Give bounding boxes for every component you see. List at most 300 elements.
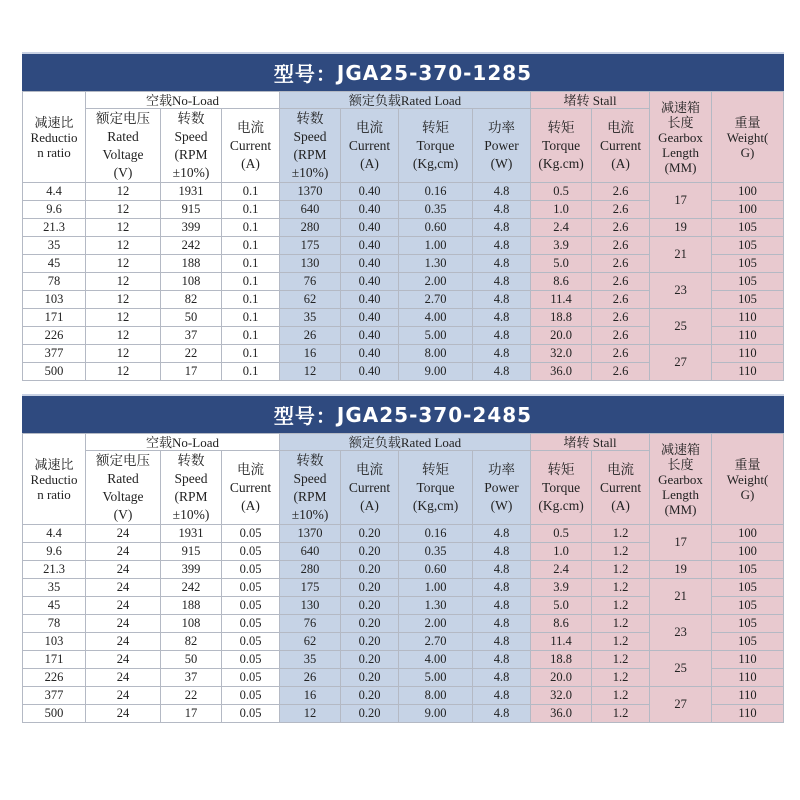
cell-stall-torque: 18.8 [531,651,592,669]
cell-no-load-current: 0.05 [222,525,280,543]
cell-reduction-ratio: 4.4 [23,183,86,201]
header-power [473,109,531,183]
cell-no-load-speed: 108 [161,273,222,291]
cell-stall-current: 1.2 [592,543,650,561]
cell-reduction-ratio: 377 [23,345,86,363]
cell-no-load-speed: 399 [161,561,222,579]
header-line: Reductio [30,129,78,145]
cell-rated-torque: 1.00 [399,579,473,597]
header-line: ±10%) [172,506,210,522]
cell-no-load-current: 0.1 [222,309,280,327]
cell-rated-voltage: 12 [86,183,161,201]
header-line: 转矩 [547,119,575,135]
cell-stall-current: 2.6 [592,201,650,219]
cell-stall-torque: 2.4 [531,561,592,579]
cell-reduction-ratio: 226 [23,669,86,687]
cell-rated-speed: 16 [280,687,341,705]
header-line: Weight( [726,129,769,145]
cell-rated-current: 0.40 [341,201,399,219]
cell-reduction-ratio: 4.4 [23,525,86,543]
cell-no-load-current: 0.05 [222,633,280,651]
cell-no-load-current: 0.05 [222,705,280,723]
header-current-rl [341,109,399,183]
header-current-rl [341,451,399,525]
model-prefix: 型号： [273,62,337,86]
cell-no-load-speed: 82 [161,291,222,309]
cell-weight: 105 [712,219,784,237]
cell-rated-voltage: 24 [86,561,161,579]
header-line: Power [484,137,519,153]
header-torque-rl [399,109,473,183]
cell-rated-voltage: 24 [86,651,161,669]
cell-rated-torque: 0.35 [399,543,473,561]
cell-stall-current: 1.2 [592,651,650,669]
header-line: 长度 [667,456,694,472]
cell-reduction-ratio: 226 [23,327,86,345]
header-rated-load: 额定负载Rated Load [280,434,531,451]
cell-rated-current: 0.40 [341,291,399,309]
cell-weight: 110 [712,363,784,381]
cell-rated-torque: 1.00 [399,237,473,255]
spec-table [22,433,784,723]
cell-rated-current: 0.20 [341,633,399,651]
cell-rated-torque: 2.00 [399,273,473,291]
header-line: Current [229,479,272,495]
cell-rated-power: 4.8 [473,525,531,543]
cell-rated-torque: 5.00 [399,669,473,687]
header-current-st [592,451,650,525]
cell-weight: 110 [712,327,784,345]
cell-no-load-current: 0.05 [222,579,280,597]
cell-rated-speed: 130 [280,255,341,273]
cell-no-load-speed: 22 [161,345,222,363]
header-line: Current [599,137,642,153]
cell-rated-torque: 1.30 [399,255,473,273]
cell-rated-voltage: 12 [86,255,161,273]
cell-rated-power: 4.8 [473,633,531,651]
cell-rated-speed: 62 [280,633,341,651]
cell-no-load-speed: 399 [161,219,222,237]
header-reduction-ratio [23,434,86,525]
cell-rated-voltage: 24 [86,633,161,651]
cell-reduction-ratio: 500 [23,705,86,723]
header-line: Torque [542,479,581,495]
cell-no-load-current: 0.05 [222,615,280,633]
cell-rated-current: 0.20 [341,615,399,633]
cell-rated-torque: 9.00 [399,363,473,381]
cell-rated-current: 0.40 [341,273,399,291]
cell-stall-torque: 5.0 [531,255,592,273]
cell-gearbox-length: 17 [650,525,712,561]
cell-reduction-ratio: 78 [23,615,86,633]
header-line: Weight( [726,471,769,487]
header-line: (RPM [174,488,208,504]
cell-rated-speed: 12 [280,705,341,723]
cell-rated-power: 4.8 [473,669,531,687]
cell-rated-current: 0.20 [341,687,399,705]
header-line: 长度 [667,114,694,130]
cell-rated-power: 4.8 [473,309,531,327]
header-line: ±10%) [291,506,329,522]
header-line: n ratio [37,486,71,502]
cell-stall-current: 1.2 [592,525,650,543]
header-gearbox-length [650,92,712,183]
cell-gearbox-length: 27 [650,345,712,381]
cell-stall-current: 2.6 [592,237,650,255]
cell-rated-voltage: 24 [86,669,161,687]
cell-rated-torque: 0.60 [399,561,473,579]
cell-stall-torque: 3.9 [531,237,592,255]
cell-rated-power: 4.8 [473,615,531,633]
cell-no-load-speed: 50 [161,651,222,669]
cell-stall-torque: 5.0 [531,597,592,615]
cell-rated-torque: 0.35 [399,201,473,219]
header-line: Speed [174,128,208,144]
cell-stall-torque: 0.5 [531,525,592,543]
cell-rated-power: 4.8 [473,687,531,705]
header-line: (W) [490,497,513,513]
header-line: Rated [107,128,139,144]
table-row [23,237,784,255]
cell-no-load-speed: 37 [161,327,222,345]
cell-rated-torque: 4.00 [399,309,473,327]
header-line: Current [348,137,391,153]
header-line: 减速比 [34,456,74,472]
header-line: Gearbox [658,129,703,145]
cell-no-load-current: 0.1 [222,237,280,255]
header-line: Length [662,144,699,160]
cell-stall-torque: 18.8 [531,309,592,327]
cell-no-load-current: 0.1 [222,291,280,309]
cell-weight: 105 [712,255,784,273]
header-line: 减速比 [34,114,74,130]
cell-rated-speed: 280 [280,561,341,579]
cell-stall-torque: 11.4 [531,633,592,651]
cell-reduction-ratio: 103 [23,633,86,651]
header-line: Length [662,486,699,502]
section-gap [22,381,784,394]
cell-rated-voltage: 24 [86,543,161,561]
header-current-nl [222,451,280,525]
cell-no-load-current: 0.1 [222,273,280,291]
model-name: JGA25-370-2485 [336,402,533,427]
table-row [23,345,784,363]
header-line: 转数 [177,452,205,468]
header-torque-st [531,109,592,183]
table-row [23,615,784,633]
cell-gearbox-length: 21 [650,237,712,273]
header-line: 电流 [237,461,264,477]
cell-rated-speed: 76 [280,273,341,291]
cell-rated-power: 4.8 [473,543,531,561]
cell-rated-current: 0.20 [341,705,399,723]
cell-weight: 110 [712,345,784,363]
cell-rated-voltage: 12 [86,237,161,255]
header-line: 功率 [488,119,516,135]
cell-rated-voltage: 24 [86,597,161,615]
cell-rated-power: 4.8 [473,705,531,723]
cell-no-load-speed: 82 [161,633,222,651]
cell-no-load-speed: 22 [161,687,222,705]
header-line: (RPM [174,146,208,162]
cell-rated-voltage: 12 [86,363,161,381]
cell-rated-speed: 175 [280,579,341,597]
cell-rated-voltage: 12 [86,201,161,219]
header-line: (A) [360,155,379,171]
header-reduction-ratio [23,92,86,183]
cell-rated-power: 4.8 [473,597,531,615]
cell-rated-current: 0.40 [341,183,399,201]
cell-rated-speed: 1370 [280,525,341,543]
cell-weight: 110 [712,687,784,705]
header-line: (A) [611,497,630,513]
cell-stall-current: 1.2 [592,669,650,687]
header-line: (MM) [664,159,697,175]
cell-no-load-current: 0.1 [222,183,280,201]
cell-rated-power: 4.8 [473,327,531,345]
cell-weight: 100 [712,201,784,219]
cell-rated-current: 0.40 [341,255,399,273]
cell-no-load-current: 0.05 [222,651,280,669]
header-line: (A) [241,497,260,513]
header-line: 转矩 [422,119,450,135]
table-row [23,219,784,237]
cell-rated-speed: 1370 [280,183,341,201]
header-line: 转矩 [422,461,450,477]
header-stall: 堵转 Stall [531,434,650,451]
cell-rated-power: 4.8 [473,219,531,237]
cell-rated-power: 4.8 [473,651,531,669]
cell-reduction-ratio: 35 [23,579,86,597]
header-line: (Kg.cm) [538,497,584,513]
cell-gearbox-length: 27 [650,687,712,723]
cell-no-load-current: 0.1 [222,363,280,381]
cell-rated-torque: 2.00 [399,615,473,633]
cell-stall-torque: 32.0 [531,687,592,705]
model-prefix: 型号： [273,404,337,428]
header-speed-nl [161,451,222,525]
cell-stall-torque: 3.9 [531,579,592,597]
cell-rated-current: 0.20 [341,543,399,561]
header-line: (A) [611,155,630,171]
table-row [23,525,784,543]
cell-weight: 105 [712,597,784,615]
cell-weight: 110 [712,651,784,669]
header-line: (V) [113,164,133,180]
cell-rated-voltage: 24 [86,615,161,633]
header-line: (Kg,cm) [412,497,459,513]
header-line: (A) [360,497,379,513]
cell-no-load-speed: 1931 [161,183,222,201]
cell-no-load-speed: 915 [161,201,222,219]
spec-sheet [22,52,784,723]
cell-stall-current: 2.6 [592,345,650,363]
cell-rated-current: 0.20 [341,525,399,543]
cell-weight: 110 [712,309,784,327]
header-line: 额定电压 [96,110,150,126]
cell-rated-current: 0.40 [341,345,399,363]
header-current-st [592,109,650,183]
header-line: (Kg,cm) [412,155,459,171]
cell-rated-speed: 35 [280,309,341,327]
table-row [23,651,784,669]
header-line: n ratio [37,144,71,160]
header-line: 减速箱 [661,441,701,457]
cell-no-load-speed: 50 [161,309,222,327]
spec-table-section [22,52,784,381]
cell-rated-voltage: 24 [86,705,161,723]
cell-rated-voltage: 24 [86,579,161,597]
cell-weight: 100 [712,543,784,561]
cell-rated-speed: 76 [280,615,341,633]
cell-reduction-ratio: 21.3 [23,561,86,579]
cell-no-load-speed: 17 [161,363,222,381]
cell-stall-current: 2.6 [592,327,650,345]
cell-gearbox-length: 19 [650,561,712,579]
cell-weight: 105 [712,633,784,651]
header-line: 电流 [607,461,635,477]
cell-rated-speed: 35 [280,651,341,669]
cell-rated-speed: 130 [280,597,341,615]
header-line: (W) [490,155,513,171]
header-line: Current [348,479,391,495]
header-line: 电流 [607,119,635,135]
cell-rated-speed: 16 [280,345,341,363]
cell-reduction-ratio: 377 [23,687,86,705]
cell-rated-current: 0.40 [341,237,399,255]
cell-no-load-speed: 37 [161,669,222,687]
cell-rated-torque: 0.60 [399,219,473,237]
cell-no-load-current: 0.1 [222,219,280,237]
cell-weight: 100 [712,525,784,543]
cell-stall-current: 1.2 [592,687,650,705]
table-row [23,561,784,579]
cell-rated-power: 4.8 [473,183,531,201]
cell-rated-voltage: 12 [86,327,161,345]
cell-no-load-current: 0.1 [222,327,280,345]
header-line: 转数 [296,452,324,468]
header-line: (A) [241,155,260,171]
cell-stall-current: 2.6 [592,183,650,201]
header-line: (RPM [293,146,327,162]
cell-rated-current: 0.40 [341,363,399,381]
cell-weight: 105 [712,291,784,309]
cell-rated-power: 4.8 [473,201,531,219]
cell-rated-current: 0.20 [341,561,399,579]
header-no-load: 空载No-Load [86,92,280,109]
cell-rated-torque: 8.00 [399,687,473,705]
cell-rated-torque: 8.00 [399,345,473,363]
cell-rated-current: 0.40 [341,327,399,345]
cell-rated-speed: 26 [280,327,341,345]
cell-rated-speed: 280 [280,219,341,237]
cell-rated-voltage: 12 [86,309,161,327]
cell-stall-current: 2.6 [592,219,650,237]
header-line: Current [599,479,642,495]
cell-stall-torque: 1.0 [531,201,592,219]
header-speed-nl [161,109,222,183]
cell-rated-current: 0.20 [341,597,399,615]
cell-stall-current: 2.6 [592,273,650,291]
cell-gearbox-length: 19 [650,219,712,237]
cell-rated-current: 0.20 [341,579,399,597]
header-line: 重量 [734,114,761,130]
cell-stall-current: 2.6 [592,255,650,273]
header-line: (RPM [293,488,327,504]
header-stall: 堵转 Stall [531,92,650,109]
cell-gearbox-length: 23 [650,615,712,651]
cell-reduction-ratio: 21.3 [23,219,86,237]
cell-rated-power: 4.8 [473,345,531,363]
cell-rated-power: 4.8 [473,579,531,597]
cell-rated-torque: 0.16 [399,183,473,201]
header-line: 转数 [177,110,205,126]
cell-no-load-current: 0.05 [222,669,280,687]
cell-rated-current: 0.40 [341,309,399,327]
tables-root [22,52,784,723]
cell-reduction-ratio: 171 [23,651,86,669]
cell-gearbox-length: 21 [650,579,712,615]
cell-no-load-current: 0.1 [222,201,280,219]
header-line: 电流 [356,119,384,135]
cell-rated-speed: 640 [280,201,341,219]
cell-rated-torque: 2.70 [399,633,473,651]
cell-stall-torque: 20.0 [531,669,592,687]
cell-stall-current: 2.6 [592,309,650,327]
model-title-bar [22,394,784,433]
cell-reduction-ratio: 45 [23,597,86,615]
cell-rated-torque: 9.00 [399,705,473,723]
cell-gearbox-length: 17 [650,183,712,219]
cell-no-load-current: 0.05 [222,687,280,705]
cell-stall-current: 1.2 [592,705,650,723]
header-weight [712,434,784,525]
header-line: (V) [113,506,133,522]
cell-gearbox-length: 25 [650,651,712,687]
cell-stall-current: 2.6 [592,363,650,381]
cell-rated-voltage: 12 [86,291,161,309]
header-weight [712,92,784,183]
cell-weight: 100 [712,183,784,201]
header-line: 转数 [296,110,324,126]
header-line: Torque [416,137,455,153]
cell-reduction-ratio: 171 [23,309,86,327]
cell-weight: 110 [712,669,784,687]
cell-reduction-ratio: 9.6 [23,543,86,561]
cell-rated-power: 4.8 [473,561,531,579]
cell-rated-speed: 175 [280,237,341,255]
header-current-nl [222,109,280,183]
cell-rated-power: 4.8 [473,291,531,309]
header-voltage [86,109,161,183]
header-line: Reductio [30,471,78,487]
cell-stall-current: 2.6 [592,291,650,309]
cell-rated-current: 0.40 [341,219,399,237]
cell-no-load-current: 0.05 [222,543,280,561]
cell-no-load-speed: 188 [161,597,222,615]
cell-stall-torque: 0.5 [531,183,592,201]
cell-no-load-speed: 1931 [161,525,222,543]
cell-stall-torque: 8.6 [531,273,592,291]
header-line: 转矩 [547,461,575,477]
group-header-row [23,434,784,451]
header-torque-st [531,451,592,525]
cell-rated-current: 0.20 [341,669,399,687]
header-line: 额定电压 [96,452,150,468]
header-line: 电流 [356,461,384,477]
header-line: Speed [174,470,208,486]
cell-no-load-current: 0.1 [222,255,280,273]
